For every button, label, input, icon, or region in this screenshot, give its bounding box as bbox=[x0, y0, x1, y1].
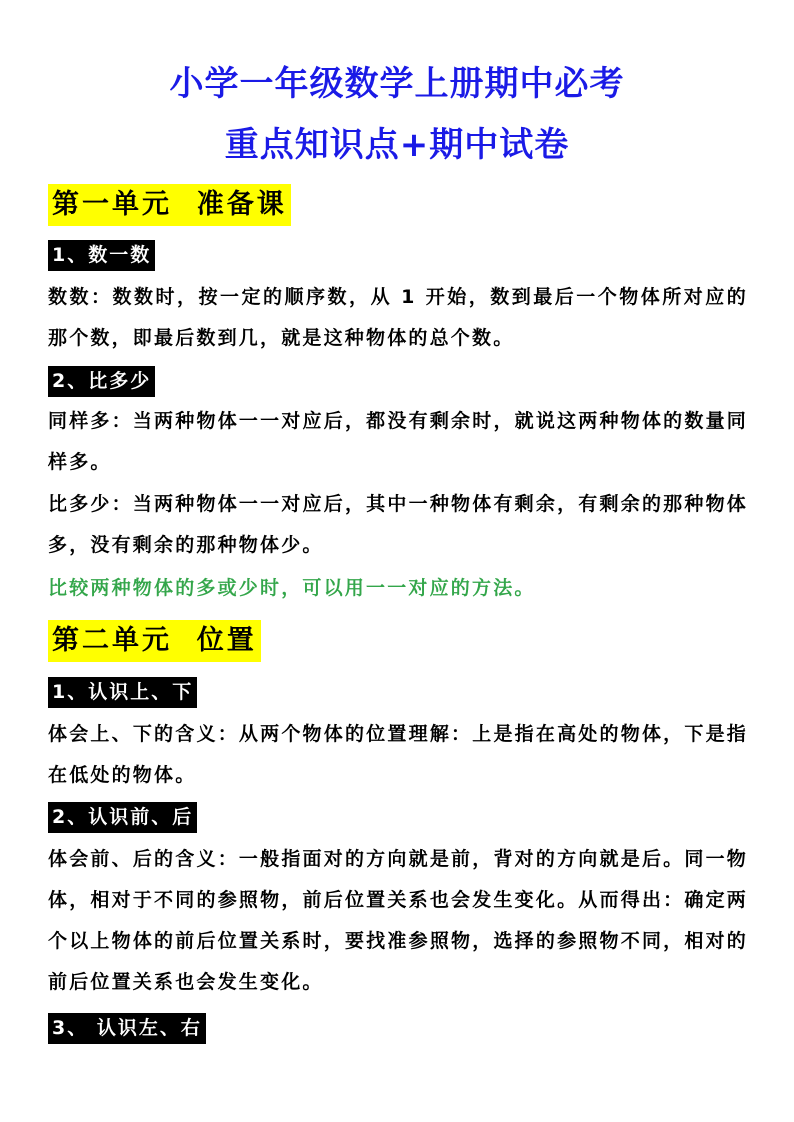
page-subtitle: 重点知识点+期中试卷 bbox=[224, 125, 570, 165]
unit2-section1-title: 1、认识上、下 bbox=[48, 677, 197, 708]
unit2-section2-text: 体会前、后的含义：一般指面对的方向就是前，背对的方向就是后。同一物体，相对于不同的参照物，前后位置关系也会发生变化。从而得出：确定两个以上物体的前后位置关系时，要找准参照物，选择的参照物不同，相对的前后位置关系也会发生变化。 bbox=[48, 848, 748, 993]
page-title: 小学一年级数学上册期中必考 bbox=[169, 64, 625, 104]
unit1-section2-title: 2、比多少 bbox=[48, 366, 155, 397]
unit2-section3-title: 3、 认识左、右 bbox=[48, 1013, 206, 1044]
unit1-note: 比较两种物体的多或少时，可以用一一对应的方法。 bbox=[48, 577, 536, 599]
unit2-section2-title: 2、认识前、后 bbox=[48, 802, 197, 833]
unit1-section1-text: 数数：数数时，按一定的顺序数，从 1 开始，数到最后一个物体所对应的那个数，即最后数到几，就是这种物体的总个数。 bbox=[48, 286, 748, 349]
unit2-section1-text: 体会上、下的含义：从两个物体的位置理解：上是指在高处的物体，下是指在低处的物体。 bbox=[48, 723, 748, 786]
unit1-section2-text1: 同样多：当两种物体一一对应后，都没有剩余时，就说这两种物体的数量同样多。 bbox=[48, 410, 748, 473]
unit1-section1-title: 1、数一数 bbox=[48, 240, 155, 271]
unit1-heading: 第一单元 准备课 bbox=[48, 184, 291, 226]
unit2-heading: 第二单元 位置 bbox=[48, 620, 261, 662]
unit1-section2-text2: 比多少：当两种物体一一对应后，其中一种物体有剩余，有剩余的那种物体多，没有剩余的那种物体少。 bbox=[48, 493, 748, 556]
